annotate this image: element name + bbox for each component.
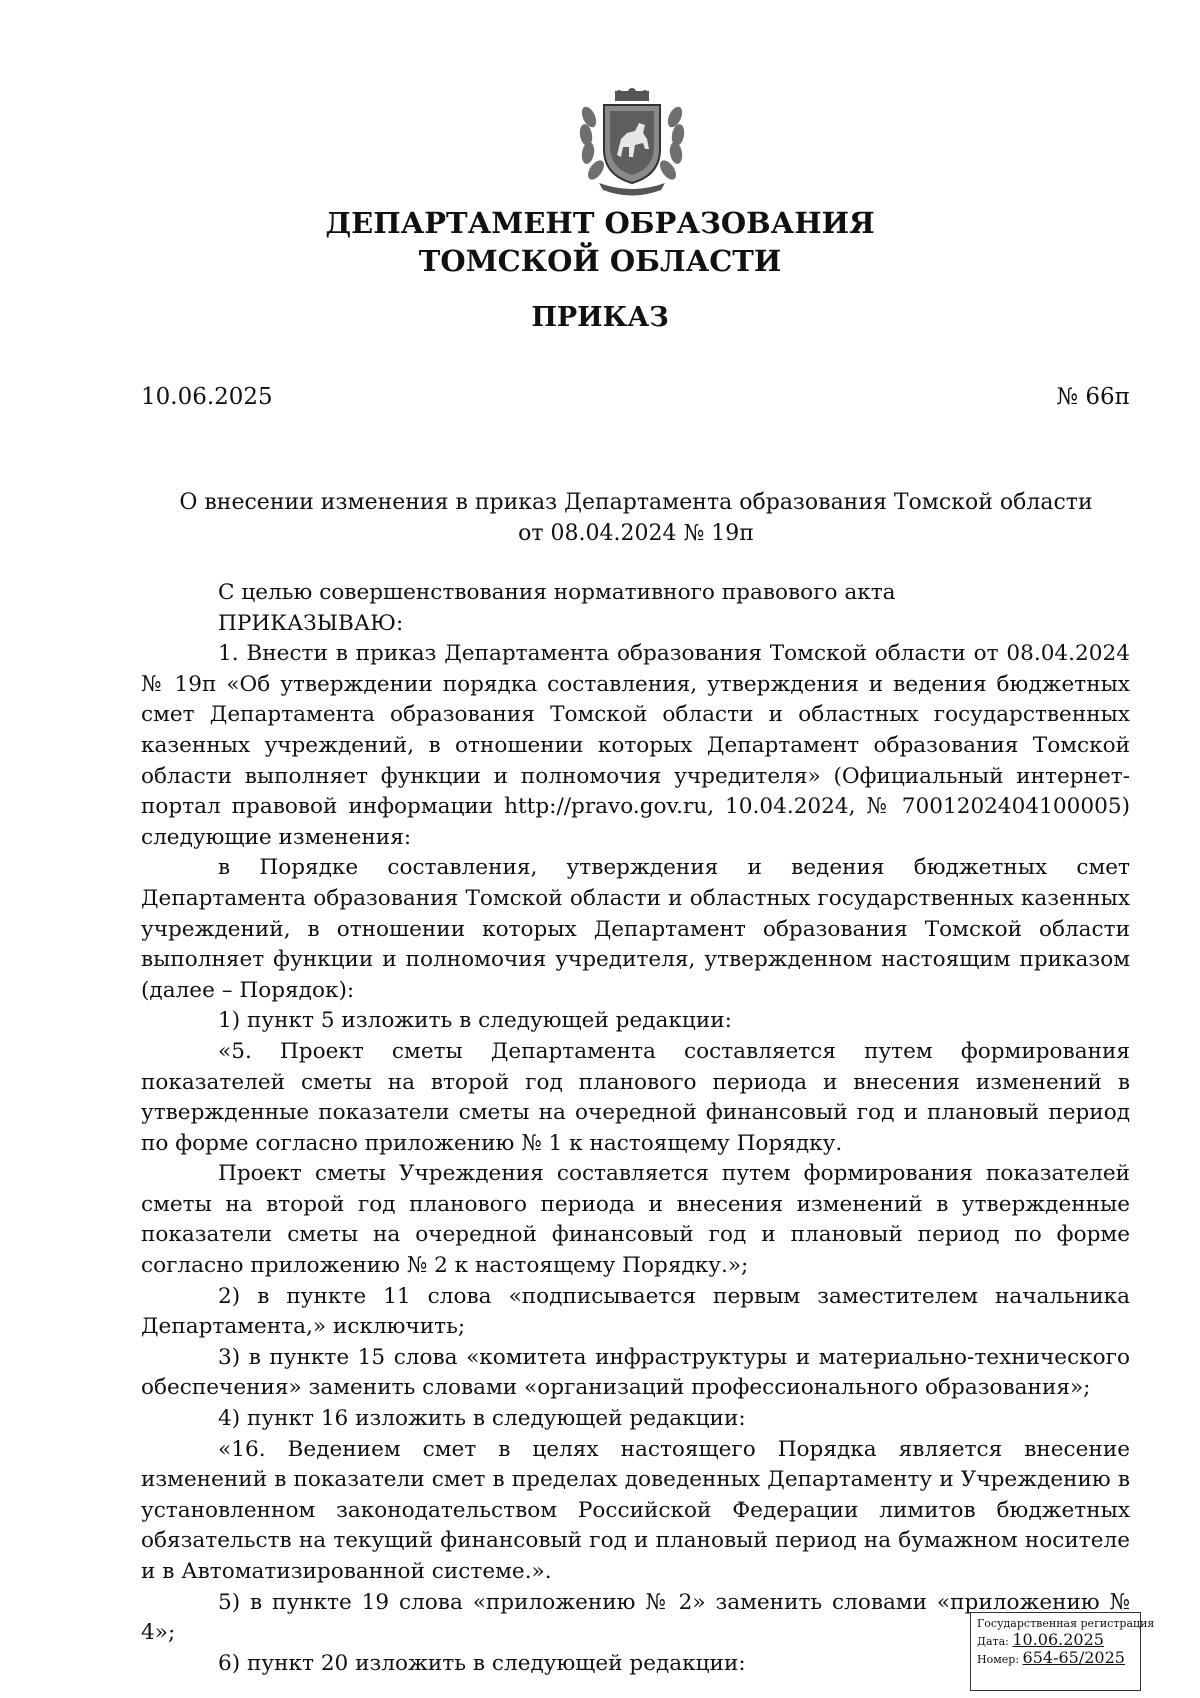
registration-date-label: Дата: (977, 1635, 1009, 1648)
order-date: 10.06.2025 (141, 384, 273, 410)
registration-number-row (977, 1650, 1134, 1668)
order-number: № 66п (1056, 384, 1130, 410)
paragraph: Проект сметы Учреждения составляется путем формирования показателей сметы на второй год планового периода и внесения изменений в утвержденные показатели сметы на очередной финансовый год и плановый период по форме согласно приложению № 2 к настоящему Порядку.»; (141, 1161, 1130, 1279)
paragraph: 1) пункт 5 изложить в следующей редакции: (218, 1008, 732, 1034)
paragraph: 1. Внести в приказ Департамента образования Томской области от 08.04.2024 № 19п «Об утверждении порядка составления, утверждения и ведения бюджетных смет Департамента образования Томской области и областных государственных казенных учреждений, в отношении которых Департамент образования Томской области выполняет функции и полномочия учредителя» (Официальный интернет-портал правовой информации http://pravo.gov.ru, 10.04.2024, № 7001202404100005) следующие изменения: (141, 641, 1130, 850)
paragraph: 2) в пункте 11 слова «подписывается первым заместителем начальника Департамента,» исключить; (141, 1283, 1130, 1340)
organization-name (0, 204, 1200, 280)
paragraph: «16. Ведением смет в целях настоящего Порядка является внесение изменений в показатели смет в пределах доведенных Департаменту и Учреждению в установленном законодательством Российской Федерации лимитов бюджетных обязательств на текущий финансовый год и плановый период на бумажном носителе и в Автоматизированной системе.». (141, 1436, 1130, 1584)
paragraph: «5. Проект сметы Департамента составляется путем формирования показателей сметы на второй год планового периода и внесения изменений в утвержденные показатели сметы на очередной финансовый год и плановый период по форме согласно приложению № 1 к настоящему Порядку. (141, 1038, 1130, 1156)
paragraph: 3) в пункте 15 слова «комитета инфраструктуры и материально-технического обеспечения» заменить словами «организаций профессионального образования»; (141, 1344, 1130, 1401)
order-subject (141, 487, 1131, 549)
paragraph: 5) в пункте 19 слова «приложению № 2» заменить словами «приложению № 4»; (141, 1589, 1130, 1646)
subject-line-2: от 08.04.2024 № 19п (518, 521, 754, 546)
subject-line-1: О внесении изменения в приказ Департамента образования Томской области (179, 490, 1093, 515)
registration-title: Государственная регистрация (977, 1617, 1155, 1630)
registration-number-value: 654-65/2025 (1022, 1648, 1125, 1667)
document-type: ПРИКАЗ (531, 302, 669, 333)
order-body (141, 578, 1130, 1679)
paragraph: С целью совершенствования нормативного правового акта (218, 580, 896, 605)
org-line-2: ТОМСКОЙ ОБЛАСТИ (418, 244, 782, 278)
tomsk-coat-of-arms-icon (577, 87, 687, 197)
paragraph: 6) пункт 20 изложить в следующей редакции: (218, 1650, 746, 1676)
paragraph: 4) пункт 16 изложить в следующей редакции: (218, 1406, 746, 1432)
registration-number-label: Номер: (977, 1653, 1020, 1666)
registration-stamp (970, 1612, 1155, 1691)
paragraph: ПРИКАЗЫВАЮ: (218, 610, 404, 636)
paragraph: в Порядке составления, утверждения и ведения бюджетных смет Департамента образования Томской области и областных государственных казенных учреждений, в отношении которых Департамент образования Томской области выполняет функции и полномочия учредителя, утвержденном настоящим приказом (далее – Порядок): (141, 855, 1130, 1003)
registration-date-value: 10.06.2025 (1012, 1630, 1104, 1649)
org-line-1: ДЕПАРТАМЕНТ ОБРАЗОВАНИЯ (325, 206, 875, 240)
